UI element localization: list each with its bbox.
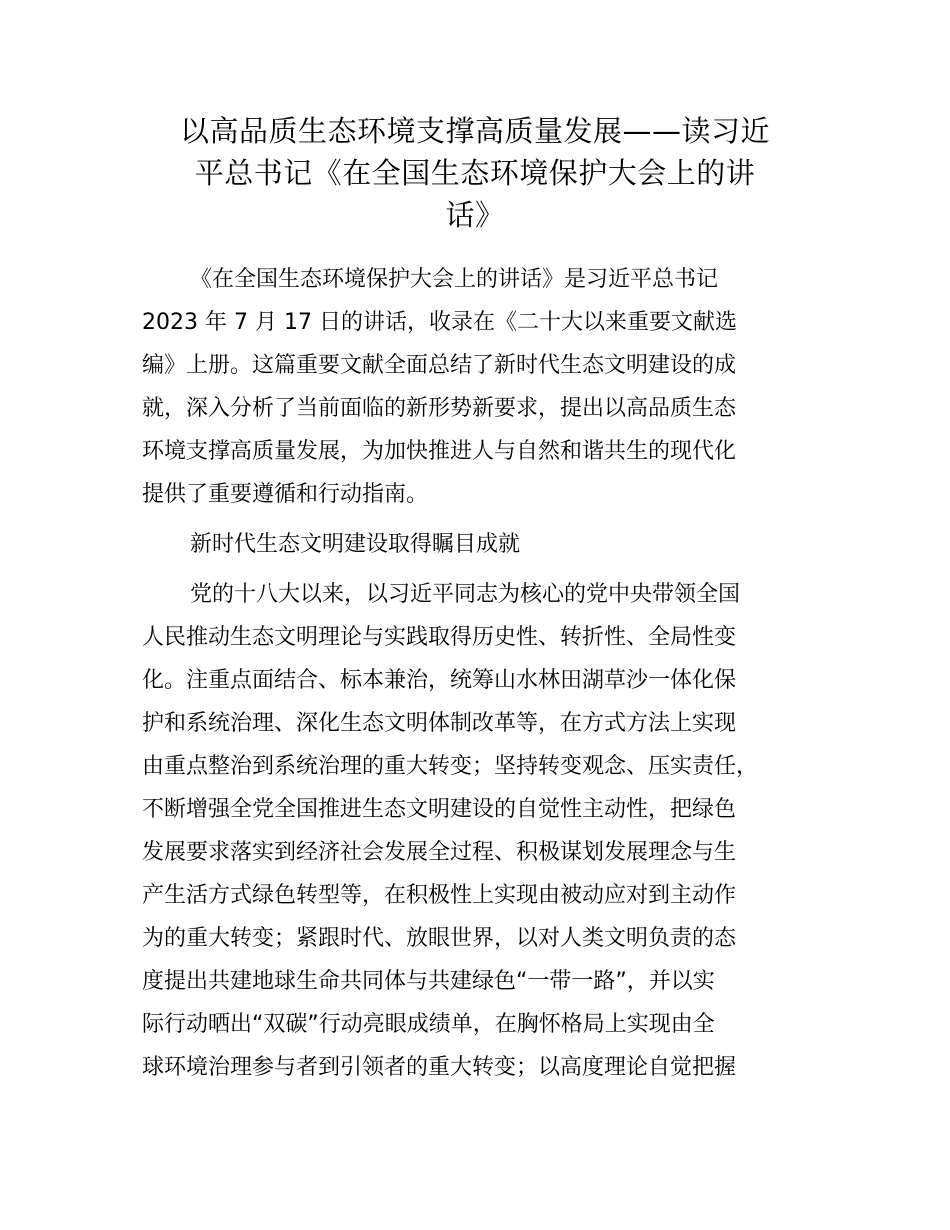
- paragraph-line: 发展要求落实到经济社会发展全过程、积极谋划发展理念与生: [142, 840, 737, 865]
- title-line: 以高品质生态环境支撑高质量发展——读习近: [179, 114, 770, 148]
- paragraph-line: 际行动晒出“双碳”行动亮眼成绩单，在胸怀格局上实现由全: [142, 1012, 715, 1037]
- paragraph-achievements: [142, 573, 832, 1089]
- paragraph-line: 人民推动生态文明理论与实践取得历史性、转折性、全局性变: [142, 625, 737, 650]
- paragraph-line: 由重点整治到系统治理的重大转变；坚持转变观念、压实责任，: [142, 754, 759, 779]
- paragraph-line: 度提出共建地球生命共同体与共建绿色“一带一路”，并以实: [142, 969, 715, 994]
- paragraph-line: 产生活方式绿色转型等，在积极性上实现由被动应对到主动作: [142, 883, 737, 908]
- title-line: 平总书记《在全国生态环境保护大会上的讲: [194, 156, 756, 190]
- paragraph-line: 为的重大转变；紧跟时代、放眼世界，以对人类文明负责的态: [142, 926, 737, 951]
- paragraph-intro: [142, 258, 832, 516]
- section-heading: 新时代生态文明建设取得瞩目成就: [190, 532, 521, 557]
- paragraph-line: 球环境治理参与者到引领者的重大转变；以高度理论自觉把握: [142, 1055, 737, 1080]
- paragraph-line: 化。注重点面结合、标本兼治，统筹山水林田湖草沙一体化保: [142, 668, 737, 693]
- paragraph-line: 2023 年 7 月 17 日的讲话，收录在《二十大以来重要文献选: [142, 310, 737, 335]
- paragraph-line: 就，深入分析了当前面临的新形势新要求，提出以高品质生态: [142, 396, 737, 421]
- document-title: [130, 110, 820, 236]
- paragraph-line: 环境支撑高质量发展，为加快推进人与自然和谐共生的现代化: [142, 439, 737, 464]
- paragraph-line: 提供了重要遵循和行动指南。: [142, 482, 429, 507]
- paragraph-line: 编》上册。这篇重要文献全面总结了新时代生态文明建设的成: [142, 353, 737, 378]
- title-line: 话》: [445, 198, 505, 232]
- paragraph-line: 不断增强全党全国推进生态文明建设的自觉性主动性，把绿色: [142, 797, 737, 822]
- paragraph-line: 《在全国生态环境保护大会上的讲话》是习近平总书记: [190, 267, 719, 292]
- document-body: [142, 258, 832, 1089]
- paragraph-line: 党的十八大以来，以习近平同志为核心的党中央带领全国: [190, 582, 741, 607]
- paragraph-line: 护和系统治理、深化生态文明体制改革等，在方式方法上实现: [142, 711, 737, 736]
